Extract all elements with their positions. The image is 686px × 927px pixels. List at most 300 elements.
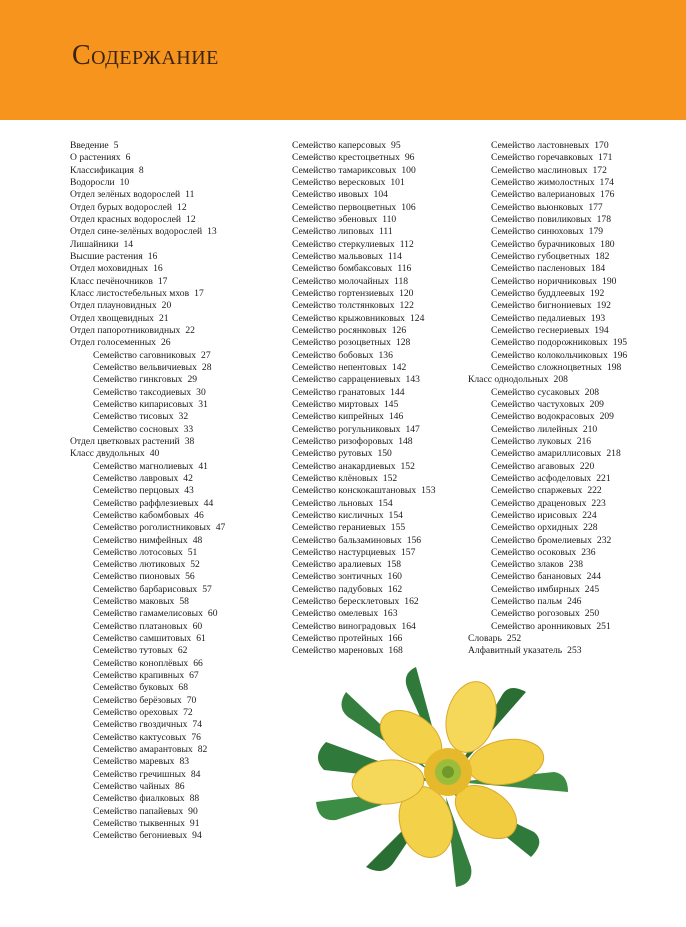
- toc-entry-page: 52: [190, 559, 200, 571]
- toc-entry: [292, 596, 436, 608]
- toc-entry: [70, 165, 225, 177]
- toc-entry-title: Семейство пасленовых: [491, 263, 586, 275]
- toc-entry-page: 61: [196, 633, 206, 645]
- toc-entry-title: Семейство берёзовых: [93, 694, 182, 706]
- toc-entry-title: Семейство конскокаштановых: [292, 485, 417, 497]
- toc-entry-page: 20: [161, 300, 172, 312]
- toc-entry-page: 144: [390, 386, 405, 398]
- toc-entry: [70, 818, 225, 830]
- toc-entry-page: 184: [590, 263, 606, 275]
- toc-entry-page: 95: [391, 140, 401, 151]
- toc-entry: [292, 152, 436, 164]
- toc-entry-title: Семейство гераниевых: [292, 522, 386, 534]
- toc-entry-title: Семейство кипрейных: [292, 411, 384, 423]
- toc-entry: [292, 325, 436, 337]
- toc-entry-title: Семейство бомбаксовых: [292, 263, 393, 275]
- toc-entry-title: Семейство магнолиевых: [93, 460, 194, 472]
- toc-entry: [70, 645, 225, 657]
- toc-entry: [292, 559, 436, 571]
- toc-entry: [70, 756, 225, 768]
- toc-entry-page: 90: [188, 805, 198, 817]
- toc-entry: [292, 337, 436, 349]
- toc-entry-title: Семейство эбеновых: [292, 213, 378, 225]
- toc-entry-title: Семейство педалиевых: [491, 312, 586, 324]
- toc-entry-title: Класс однодольных: [468, 374, 549, 386]
- toc-entry: [468, 571, 627, 583]
- toc-entry: [292, 177, 436, 189]
- toc-entry: [70, 399, 225, 411]
- toc-entry-title: Семейство спаржевых: [491, 485, 583, 497]
- toc-entry-title: Семейство осоковых: [491, 546, 577, 558]
- toc-entry-page: 60: [192, 620, 203, 632]
- toc-entry-title: Семейство ризофоровых: [292, 435, 394, 447]
- toc-entry-page: 193: [590, 312, 606, 324]
- toc-entry: [70, 769, 225, 781]
- toc-entry: [292, 288, 436, 300]
- toc-entry-page: 170: [594, 140, 609, 151]
- toc-entry-title: Семейство водокрасовых: [491, 411, 595, 423]
- toc-entry-page: 218: [606, 448, 621, 460]
- toc-entry: [292, 140, 436, 152]
- toc-entry-page: 196: [612, 349, 628, 361]
- toc-entry-page: 8: [138, 164, 144, 176]
- toc-entry-title: Отдел моховидных: [70, 263, 149, 275]
- toc-entry-page: 83: [179, 756, 190, 768]
- toc-entry-title: Семейство бигнониевых: [491, 300, 592, 312]
- toc-entry-page: 118: [394, 275, 409, 287]
- toc-entry-title: Семейство самшитовых: [93, 633, 192, 645]
- toc-entry: [292, 214, 436, 226]
- toc-entry-page: 58: [179, 596, 189, 608]
- toc-entry-page: 156: [406, 534, 422, 546]
- toc-entry-page: 164: [401, 620, 416, 632]
- toc-entry-title: Семейство гинкговых: [93, 374, 183, 386]
- toc-entry: [468, 387, 627, 399]
- toc-entry-page: 68: [178, 682, 188, 694]
- toc-entry-title: Семейство губоцветных: [491, 250, 591, 262]
- toc-entry-page: 16: [153, 263, 163, 275]
- toc-entry-title: Семейство саговниковых: [93, 349, 197, 361]
- toc-entry-page: 96: [404, 152, 415, 164]
- toc-entry-title: Семейство подорожниковых: [491, 337, 608, 349]
- toc-entry-page: 46: [194, 509, 204, 521]
- toc-entry-page: 166: [387, 633, 403, 645]
- toc-entry-page: 208: [584, 386, 600, 398]
- toc-entry: [468, 621, 627, 633]
- toc-entry: [70, 325, 225, 337]
- toc-entry-page: 57: [202, 583, 212, 595]
- toc-entry-page: 40: [149, 448, 160, 460]
- toc-entry-page: 179: [588, 226, 604, 238]
- toc-entry-title: Семейство агавовых: [491, 460, 575, 472]
- toc-entry-page: 142: [391, 361, 407, 373]
- toc-entry-page: 44: [203, 497, 214, 509]
- toc-entry-title: Семейство клёновых: [292, 472, 378, 484]
- toc-entry-page: 171: [598, 152, 613, 164]
- toc-entry-page: 38: [184, 435, 195, 447]
- toc-entry: [468, 337, 627, 349]
- toc-entry-page: 76: [191, 731, 201, 743]
- toc-entry: [292, 300, 436, 312]
- toc-entry-page: 84: [190, 768, 201, 780]
- toc-entry: [70, 510, 225, 522]
- toc-entry: [292, 263, 436, 275]
- toc-entry: [70, 239, 225, 251]
- toc-entry: [70, 793, 225, 805]
- toc-entry: [70, 707, 225, 719]
- toc-entry-title: Семейство нимфейных: [93, 534, 188, 546]
- toc-entry: [70, 498, 225, 510]
- toc-entry-title: Высшие растения: [70, 250, 143, 262]
- toc-entry-page: 153: [421, 485, 436, 497]
- toc-entry-page: 162: [404, 596, 419, 608]
- toc-entry: [292, 239, 436, 251]
- toc-entry-title: Семейство пионовых: [93, 571, 181, 583]
- toc-entry-page: 252: [506, 633, 522, 645]
- toc-entry-title: Семейство падубовых: [292, 583, 383, 595]
- toc-entry: [468, 350, 627, 362]
- toc-column-2: [292, 140, 436, 658]
- toc-entry-page: 94: [192, 830, 202, 842]
- toc-entry: [292, 387, 436, 399]
- toc-entry-title: Семейство миртовых: [292, 398, 379, 410]
- toc-entry-page: 66: [193, 657, 203, 669]
- toc-entry-page: 180: [600, 238, 615, 250]
- toc-entry-title: Класс печёночников: [70, 275, 153, 287]
- toc-entry-page: 26: [160, 337, 171, 349]
- toc-entry: [70, 214, 225, 226]
- toc-entry-page: 236: [581, 546, 596, 558]
- toc-entry-title: Отдел сине-зелёных водорослей: [70, 226, 203, 238]
- toc-entry: [292, 633, 436, 645]
- toc-entry: [468, 276, 627, 288]
- toc-entry-title: Семейство гвоздичных: [93, 719, 188, 731]
- toc-entry-title: Водоросли: [70, 176, 115, 188]
- toc-entry-page: 51: [187, 546, 198, 558]
- toc-entry-page: 150: [377, 448, 392, 460]
- toc-entry: [70, 806, 225, 818]
- toc-entry-title: Семейство норичниковых: [491, 275, 598, 287]
- toc-entry-title: Семейство гортензиевых: [292, 287, 395, 299]
- toc-entry: [70, 830, 225, 842]
- toc-entry: [70, 337, 225, 349]
- toc-entry-page: 228: [583, 522, 598, 534]
- toc-entry-title: Семейство гранатовых: [292, 386, 386, 398]
- toc-entry-page: 157: [400, 546, 416, 558]
- toc-entry: [468, 461, 627, 473]
- toc-entry-page: 223: [591, 497, 606, 509]
- toc-entry: [292, 498, 436, 510]
- toc-entry-page: 104: [373, 189, 388, 201]
- toc-entry-page: 251: [596, 620, 611, 632]
- toc-entry-page: 220: [579, 460, 595, 472]
- toc-entry: [70, 350, 225, 362]
- toc-entry-title: Семейство роголистниковых: [93, 522, 211, 534]
- toc-entry: [70, 189, 225, 201]
- toc-entry-page: 209: [589, 398, 604, 410]
- toc-entry-title: Семейство папайевых: [93, 805, 184, 817]
- toc-entry-title: Отдел хвощевидных: [70, 312, 154, 324]
- toc-entry: [468, 202, 627, 214]
- toc-entry-page: 12: [186, 213, 196, 225]
- toc-entry: [468, 584, 627, 596]
- toc-entry: [70, 621, 225, 633]
- toc-entry-page: 158: [386, 559, 402, 571]
- toc-entry-page: 232: [596, 534, 612, 546]
- toc-entry-title: Семейство колокольчиковых: [491, 349, 608, 361]
- toc-entry-page: 17: [194, 287, 204, 299]
- toc-entry: [70, 226, 225, 238]
- toc-entry-title: Семейство платановых: [93, 620, 188, 632]
- toc-entry-title: Семейство таксодиевых: [93, 386, 192, 398]
- toc-entry: [468, 448, 627, 460]
- toc-entry-page: 126: [391, 324, 407, 336]
- toc-entry-page: 238: [568, 559, 584, 571]
- toc-entry-title: Семейство пальм: [491, 596, 563, 608]
- toc-entry-title: Семейство тыквенных: [93, 818, 185, 830]
- toc-entry-title: Семейство горечавковых: [491, 152, 594, 164]
- toc-entry-title: Семейство кактусовых: [93, 731, 187, 743]
- toc-entry-title: Семейство бальзаминовых: [292, 534, 402, 546]
- toc-entry-page: 48: [192, 534, 203, 546]
- toc-entry: [70, 732, 225, 744]
- toc-entry: [70, 424, 225, 436]
- toc-entry-title: Семейство лотосовых: [93, 546, 183, 558]
- toc-entry-title: Семейство ореховых: [93, 707, 179, 719]
- toc-entry-title: Введение: [70, 140, 109, 151]
- toc-entry-title: Семейство сосновых: [93, 423, 179, 435]
- toc-entry: [292, 547, 436, 559]
- toc-entry-title: Семейство имбирных: [491, 583, 580, 595]
- toc-entry-title: Отдел бурых водорослей: [70, 201, 173, 213]
- toc-entry: [468, 498, 627, 510]
- toc-entry-title: Семейство тамариксовых: [292, 164, 397, 176]
- toc-entry-title: Семейство фиалковых: [93, 793, 185, 805]
- toc-entry-title: Семейство злаков: [491, 559, 564, 571]
- toc-entry-title: Семейство кипарисовых: [93, 398, 194, 410]
- toc-entry-title: Семейство вьюнковых: [491, 201, 584, 213]
- toc-entry-page: 5: [113, 140, 119, 151]
- toc-entry-page: 42: [183, 472, 193, 484]
- toc-entry: [292, 436, 436, 448]
- toc-entry-title: Отдел голосеменных: [70, 337, 156, 349]
- toc-entry-page: 70: [186, 694, 197, 706]
- toc-entry-page: 198: [606, 361, 622, 373]
- toc-entry-page: 160: [387, 571, 402, 583]
- toc-entry: [468, 177, 627, 189]
- toc-entry-page: 224: [582, 509, 597, 521]
- toc-entry-page: 195: [612, 337, 628, 349]
- toc-entry-title: Семейство виноградовых: [292, 620, 397, 632]
- toc-entry-page: 67: [189, 670, 199, 682]
- toc-entry-title: Семейство частуховых: [491, 398, 585, 410]
- toc-entry-title: Семейство молочайных: [292, 275, 390, 287]
- toc-entry: [468, 165, 627, 177]
- toc-entry-page: 209: [599, 411, 614, 423]
- toc-entry: [468, 510, 627, 522]
- toc-entry: [292, 485, 436, 497]
- toc-entry-page: 116: [397, 263, 412, 275]
- toc-entry: [70, 313, 225, 325]
- toc-entry-title: Семейство геснериевых: [491, 324, 590, 336]
- toc-entry-title: Семейство маслиновых: [491, 164, 588, 176]
- toc-entry-page: 155: [390, 522, 406, 534]
- toc-entry-title: Класс двудольных: [70, 448, 145, 460]
- toc-entry-page: 16: [147, 250, 158, 262]
- toc-entry-page: 82: [197, 744, 208, 756]
- toc-column-1: [70, 140, 225, 843]
- toc-entry-page: 27: [201, 349, 211, 361]
- toc-entry-page: 110: [382, 213, 397, 225]
- toc-entry-title: Отдел плауновидных: [70, 300, 157, 312]
- toc-entry: [70, 448, 225, 460]
- toc-entry-page: 21: [158, 312, 169, 324]
- toc-entry: [70, 695, 225, 707]
- toc-entry-title: Семейство мальвовых: [292, 250, 383, 262]
- toc-entry-title: Семейство кабомбовых: [93, 509, 190, 521]
- toc-entry-title: Семейство непентовых: [292, 361, 387, 373]
- toc-entry-page: 168: [388, 645, 403, 657]
- toc-entry: [292, 362, 436, 374]
- toc-entry-page: 30: [196, 386, 206, 398]
- toc-entry: [292, 202, 436, 214]
- toc-entry: [292, 448, 436, 460]
- toc-entry-title: Класс листостебельных мхов: [70, 287, 190, 299]
- toc-entry-title: Семейство амариллисовых: [491, 448, 602, 460]
- toc-entry: [292, 189, 436, 201]
- toc-entry-page: 56: [185, 571, 195, 583]
- toc-entry-page: 163: [383, 608, 398, 620]
- toc-entry: [70, 461, 225, 473]
- toc-entry-title: Семейство синюховых: [491, 226, 584, 238]
- toc-entry-title: Семейство коноплёвых: [93, 657, 189, 669]
- toc-entry-title: Семейство липовых: [292, 226, 374, 238]
- toc-entry-title: Семейство аралиевых: [292, 559, 382, 571]
- toc-entry: [292, 350, 436, 362]
- toc-entry: [468, 596, 627, 608]
- toc-entry: [292, 571, 436, 583]
- toc-entry: [292, 473, 436, 485]
- toc-entry-title: Семейство раффлезиевых: [93, 497, 199, 509]
- toc-entry: [70, 584, 225, 596]
- toc-entry-page: 146: [388, 411, 404, 423]
- toc-entry-page: 88: [189, 793, 200, 805]
- toc-entry-page: 143: [405, 374, 420, 386]
- flower-center: [424, 748, 472, 796]
- toc-entry-title: Семейство лютиковых: [93, 559, 186, 571]
- toc-entry: [70, 387, 225, 399]
- toc-entry: [292, 510, 436, 522]
- toc-entry-page: 148: [398, 435, 413, 447]
- toc-entry-title: Отдел цветковых растений: [70, 435, 180, 447]
- toc-entry: [292, 424, 436, 436]
- toc-entry: [468, 535, 627, 547]
- page-title: Содержание: [72, 40, 219, 71]
- toc-entry-title: Семейство зонтичных: [292, 571, 383, 583]
- toc-entry: [70, 374, 225, 386]
- toc-entry-title: Семейство амарантовых: [93, 744, 193, 756]
- toc-entry: [70, 263, 225, 275]
- toc-entry-title: Семейство омелевых: [292, 608, 379, 620]
- toc-entry: [70, 251, 225, 263]
- toc-entry-page: 172: [592, 164, 607, 176]
- toc-entry: [70, 202, 225, 214]
- toc-entry-page: 244: [586, 571, 601, 583]
- toc-entry: [292, 165, 436, 177]
- toc-entry-page: 100: [401, 164, 416, 176]
- toc-entry-title: Семейство бобовых: [292, 349, 374, 361]
- toc-entry-page: 253: [567, 645, 582, 657]
- toc-entry: [468, 424, 627, 436]
- toc-entry-title: Семейство каперсовых: [292, 140, 387, 151]
- toc-entry-page: 60: [207, 608, 218, 620]
- toc-entry: [468, 485, 627, 497]
- toc-entry: [70, 276, 225, 288]
- toc-entry: [468, 608, 627, 620]
- toc-entry-title: Семейство розоцветных: [292, 337, 391, 349]
- toc-entry-title: Семейство рогозовых: [491, 608, 580, 620]
- toc-entry-title: Семейство аронниковых: [491, 620, 592, 632]
- toc-entry: [70, 559, 225, 571]
- toc-entry: [292, 399, 436, 411]
- toc-entry-title: Семейство жимолостных: [491, 176, 595, 188]
- toc-entry: [468, 633, 627, 645]
- toc-entry-page: 14: [123, 238, 134, 250]
- toc-entry-page: 222: [587, 485, 602, 497]
- toc-entry-title: Семейство перцовых: [93, 485, 180, 497]
- toc-entry: [70, 473, 225, 485]
- toc-entry-title: Семейство драценовых: [491, 497, 587, 509]
- toc-entry: [70, 362, 225, 374]
- toc-entry-page: 192: [589, 287, 605, 299]
- toc-entry-title: Семейство лавровых: [93, 472, 179, 484]
- toc-entry-page: 177: [588, 201, 603, 213]
- toc-entry-title: Семейство крыжовниковых: [292, 312, 405, 324]
- toc-entry-title: Лишайники: [70, 238, 119, 250]
- toc-entry-title: Семейство гречишных: [93, 768, 186, 780]
- toc-entry-title: Семейство бромелиевых: [491, 534, 592, 546]
- toc-entry-title: Семейство бурачниковых: [491, 238, 596, 250]
- toc-entry-title: Отдел красных водорослей: [70, 213, 182, 225]
- toc-entry: [468, 189, 627, 201]
- toc-entry-page: 11: [185, 189, 195, 201]
- toc-entry-page: 152: [400, 460, 415, 472]
- toc-entry-title: Отдел зелёных водорослей: [70, 189, 181, 201]
- toc-entry-title: Семейство стеркулиевых: [292, 238, 395, 250]
- toc-entry: [292, 313, 436, 325]
- toc-entry-page: 194: [594, 324, 609, 336]
- toc-entry-title: Семейство ирисовых: [491, 509, 578, 521]
- toc-entry-page: 162: [387, 583, 403, 595]
- toc-entry: [70, 547, 225, 559]
- toc-entry-title: Семейство крапивных: [93, 670, 185, 682]
- toc-entry: [468, 436, 627, 448]
- toc-entry-title: Семейство мареновых: [292, 645, 384, 657]
- toc-entry-page: 152: [382, 472, 398, 484]
- toc-entry: [468, 559, 627, 571]
- toc-entry-title: Семейство асфоделовых: [491, 472, 592, 484]
- toc-entry-page: 111: [378, 226, 393, 238]
- toc-entry: [468, 263, 627, 275]
- toc-entry-page: 122: [399, 300, 414, 312]
- toc-entry-page: 86: [174, 781, 185, 793]
- toc-entry-page: 17: [157, 275, 168, 287]
- toc-entry: [292, 621, 436, 633]
- toc-entry-title: Семейство ивовых: [292, 189, 369, 201]
- toc-entry-page: 112: [399, 238, 414, 250]
- toc-entry: [468, 288, 627, 300]
- toc-entry: [468, 226, 627, 238]
